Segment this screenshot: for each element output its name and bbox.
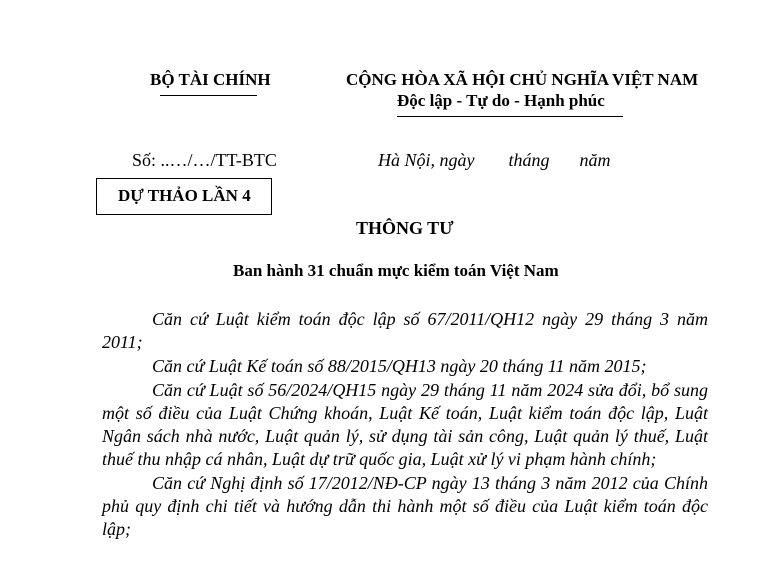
document-title: THÔNG TƯ: [356, 218, 454, 238]
republic-name: CỘNG HÒA XÃ HỘI CHỦ NGHĨA VIỆT NAM: [346, 70, 699, 89]
national-motto: Độc lập - Tự do - Hạnh phúc: [397, 91, 605, 110]
legal-basis-paragraph: Căn cứ Nghị định số 17/2012/NĐ-CP ngày 13 tháng 3 năm 2012 của Chính phủ quy định chi tiết và hướng dẫn thi hành một số điều của Luật kiểm toán độc lập;: [102, 473, 708, 539]
ministry-underline: [160, 95, 257, 96]
legal-basis-paragraph: Căn cứ Luật kiểm toán độc lập số 67/2011/QH12 ngày 29 tháng 3 năm 2011;: [102, 309, 708, 352]
document-body: [102, 308, 708, 542]
year-label: năm: [579, 150, 611, 170]
ministry-name: BỘ TÀI CHÍNH: [150, 70, 271, 89]
document-number: Số: ..…/…/TT-BTC: [132, 150, 277, 170]
document-subtitle: Ban hành 31 chuẩn mực kiểm toán Việt Nam: [233, 261, 559, 280]
month-label: tháng: [508, 150, 550, 170]
place-date: [378, 150, 611, 171]
legal-basis-paragraph: Căn cứ Luật Kế toán số 88/2015/QH13 ngày 20 tháng 11 năm 2015;: [152, 356, 647, 376]
draft-label: DỰ THẢO LẦN 4: [118, 186, 251, 205]
motto-underline: [397, 116, 623, 117]
legal-basis-paragraph: Căn cứ Luật số 56/2024/QH15 ngày 29 tháng 11 năm 2024 sửa đổi, bổ sung một số điều của Luật Chứng khoán, Luật Kế toán, Luật kiểm toán độc lập, Luật Ngân sách nhà nước, Luật quản lý, sử dụng tài sản công, Luật quản lý thuế, Luật thuế thu nhập cá nhân, Luật dự trữ quốc gia, Luật xử lý vi phạm hành chính;: [102, 380, 708, 469]
place-date-label: Hà Nội, ngày: [378, 150, 475, 170]
